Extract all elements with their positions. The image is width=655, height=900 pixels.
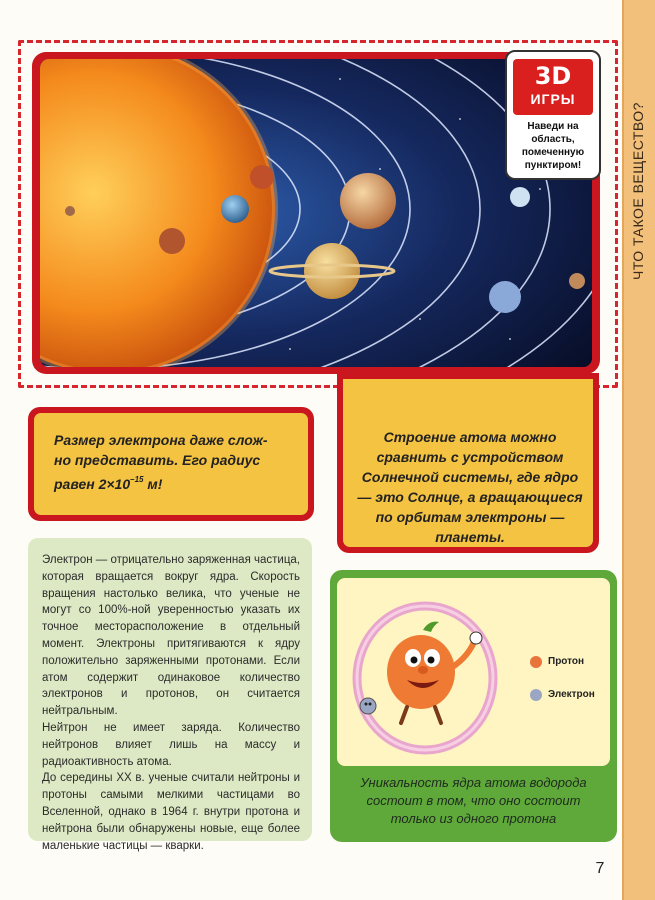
badge-hint: Наведи на область, помеченную пунктиром! xyxy=(521,121,585,171)
electron-size-line-2: но представить. Его радиус xyxy=(54,452,261,468)
electron-paragraph: Электрон — отрицательно заряженная частица, которая вращается вокруг ядра. Скорость вращения настолько велика, что ученые не могут со 100%-ной уверенностью указать их точное месторасположение в отдельный момент. Электроны притягиваются к ядру положительно заряженными протонами. Если атом содержит одинаковое количество электронов и протонов, он считается нейтральным. xyxy=(42,554,300,718)
radius-value: равен 2×10 xyxy=(54,476,131,492)
neutron-paragraph: Нейтрон не имеет заряда. Количество нейтронов влияет лишь на массу и радиоактивность атома. xyxy=(42,721,300,768)
page-number: 7 xyxy=(595,860,605,877)
electron-ball-icon xyxy=(360,698,376,714)
atom-solar-system-callout xyxy=(337,373,599,553)
electron-size-line-3 xyxy=(54,470,294,494)
radius-unit: м! xyxy=(143,476,163,492)
proton-legend-dot xyxy=(530,656,542,668)
electron-size-line-1: Размер электрона даже слож- xyxy=(54,432,268,448)
proton-legend-label: Протон xyxy=(548,656,585,667)
electron-legend-label: Электрон xyxy=(548,689,595,700)
hydrogen-atom-panel xyxy=(337,578,610,766)
electron-text-box xyxy=(28,538,312,852)
hydrogen-caption: Уникальность ядра атома водорода состоит в том, что оно состоит только из одного протона xyxy=(360,775,587,826)
3d-games-badge xyxy=(505,50,601,180)
atom-solar-system-text: Строение атома можно сравнить с устройством Солнечной системы, где ядро — это Солнце, а вращающиеся по орбитам электроны — планеты. xyxy=(343,379,593,547)
smiling-orange-proton-icon xyxy=(387,622,482,723)
quarks-paragraph: До середины XX в. ученые считали нейтроны и протоны самыми мелкими частицами во Вселенной, однако в 1964 г. внутри протона и нейтрона были обнаружены новые, еще более маленькие частицы — кварки. xyxy=(42,772,300,852)
side-tab-title: ЧТО ТАКОЕ ВЕЩЕСТВО? xyxy=(630,102,646,280)
logo-games-text: ИГРЫ xyxy=(530,91,576,107)
radius-exponent: –15 xyxy=(130,475,144,484)
hydrogen-atom-svg xyxy=(337,578,610,766)
3d-logo xyxy=(513,59,593,115)
electron-size-callout xyxy=(28,407,314,521)
side-tab xyxy=(622,0,655,900)
logo-3d-text: 3D xyxy=(534,62,572,90)
electron-legend-dot xyxy=(530,689,542,701)
